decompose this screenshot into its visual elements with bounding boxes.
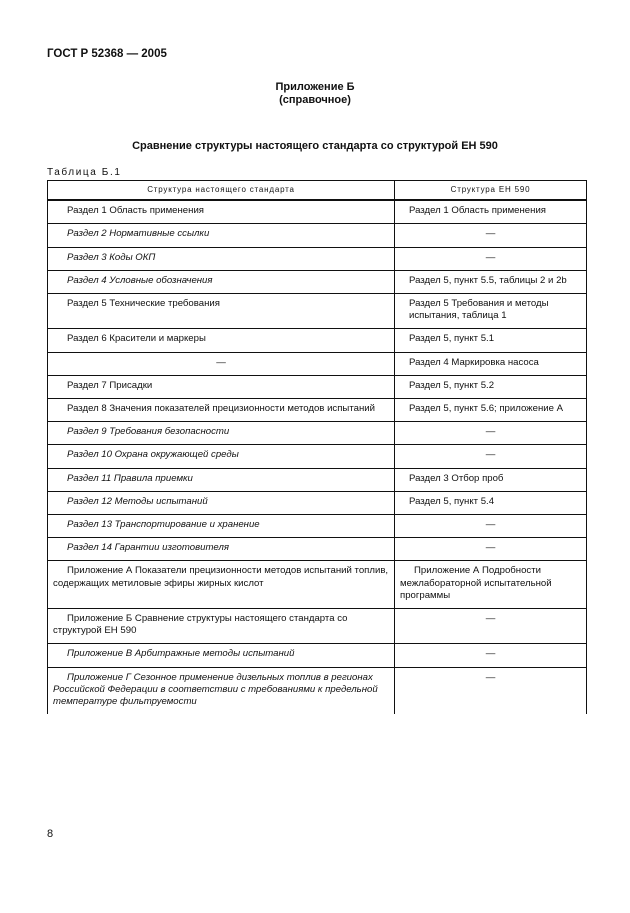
cell-en590: Раздел 5, пункт 5.2 xyxy=(395,375,587,398)
comparison-table xyxy=(47,180,587,714)
table-row xyxy=(48,644,587,667)
appendix-subtitle: (справочное) xyxy=(279,94,351,106)
cell-current: Раздел 3 Коды ОКП xyxy=(48,247,395,270)
cell-current: Раздел 2 Нормативные ссылки xyxy=(48,224,395,247)
table-row xyxy=(48,538,587,561)
cell-current: Раздел 13 Транспортирование и хранение xyxy=(48,515,395,538)
table-row xyxy=(48,200,587,224)
cell-en590: Раздел 5 Требования и методы испытания, таблица 1 xyxy=(395,294,587,329)
appendix-title: Приложение Б xyxy=(275,81,355,93)
column-header-current-standard: Структура настоящего стандарта xyxy=(48,181,395,201)
cell-current: — xyxy=(48,352,395,375)
table-row xyxy=(48,352,587,375)
cell-en590: — xyxy=(395,644,587,667)
cell-current: Раздел 10 Охрана окружающей среды xyxy=(48,445,395,468)
table-row xyxy=(48,609,587,644)
cell-en590: — xyxy=(395,224,587,247)
cell-en590: Раздел 1 Область применения xyxy=(395,200,587,224)
table-row xyxy=(48,422,587,445)
cell-en590: — xyxy=(395,515,587,538)
cell-en590: Раздел 5, пункт 5.4 xyxy=(395,491,587,514)
cell-en590: — xyxy=(395,667,587,714)
cell-current: Приложение Г Сезонное применение дизельных топлив в регионах Российской Федерации в соответствии с требованиями к предельной температуре фильтруемости xyxy=(48,667,395,714)
cell-en590: Раздел 5, пункт 5.6; приложение А xyxy=(395,399,587,422)
cell-en590: — xyxy=(395,247,587,270)
cell-en590: — xyxy=(395,445,587,468)
cell-en590: — xyxy=(395,422,587,445)
cell-current: Раздел 9 Требования безопасности xyxy=(48,422,395,445)
section-title: Сравнение структуры настоящего стандарта со структурой ЕН 590 xyxy=(132,140,498,152)
cell-current: Приложение Б Сравнение структуры настоящего стандарта со структурой ЕН 590 xyxy=(48,609,395,644)
table-row xyxy=(48,561,587,609)
cell-current: Раздел 12 Методы испытаний xyxy=(48,491,395,514)
table-row xyxy=(48,375,587,398)
cell-current: Раздел 8 Значения показателей прецизионности методов испытаний xyxy=(48,399,395,422)
table-row xyxy=(48,468,587,491)
table-row xyxy=(48,399,587,422)
page-number: 8 xyxy=(47,828,54,840)
table-row xyxy=(48,247,587,270)
appendix-heading xyxy=(0,81,630,107)
cell-current: Раздел 4 Условные обозначения xyxy=(48,270,395,293)
table-row xyxy=(48,224,587,247)
column-header-en590: Структура ЕН 590 xyxy=(395,181,587,201)
cell-current: Приложение А Показатели прецизионности методов испытаний топлив, содержащих метиловые эфиры жирных кислот xyxy=(48,561,395,609)
table-row xyxy=(48,515,587,538)
cell-current: Раздел 14 Гарантии изготовителя xyxy=(48,538,395,561)
cell-en590: — xyxy=(395,538,587,561)
cell-current: Раздел 11 Правила приемки xyxy=(48,468,395,491)
cell-current: Раздел 6 Красители и маркеры xyxy=(48,329,395,352)
table-row xyxy=(48,329,587,352)
table-row xyxy=(48,294,587,329)
cell-en590: Раздел 5, пункт 5.1 xyxy=(395,329,587,352)
cell-current: Раздел 5 Технические требования xyxy=(48,294,395,329)
cell-current: Приложение В Арбитражные методы испытаний xyxy=(48,644,395,667)
cell-current: Раздел 7 Присадки xyxy=(48,375,395,398)
cell-en590: Раздел 4 Маркировка насоса xyxy=(395,352,587,375)
table-row xyxy=(48,270,587,293)
cell-en590: Раздел 3 Отбор проб xyxy=(395,468,587,491)
cell-en590: Приложение А Подробности межлабораторной испытательной программы xyxy=(395,561,587,609)
cell-en590: — xyxy=(395,609,587,644)
table-row xyxy=(48,445,587,468)
cell-en590: Раздел 5, пункт 5.5, таблицы 2 и 2b xyxy=(395,270,587,293)
table-caption: Таблица Б.1 xyxy=(47,167,122,178)
table-header-row xyxy=(48,181,587,201)
document-code: ГОСТ Р 52368 — 2005 xyxy=(47,48,167,60)
table-row xyxy=(48,491,587,514)
table-row xyxy=(48,667,587,714)
cell-current: Раздел 1 Область применения xyxy=(48,200,395,224)
